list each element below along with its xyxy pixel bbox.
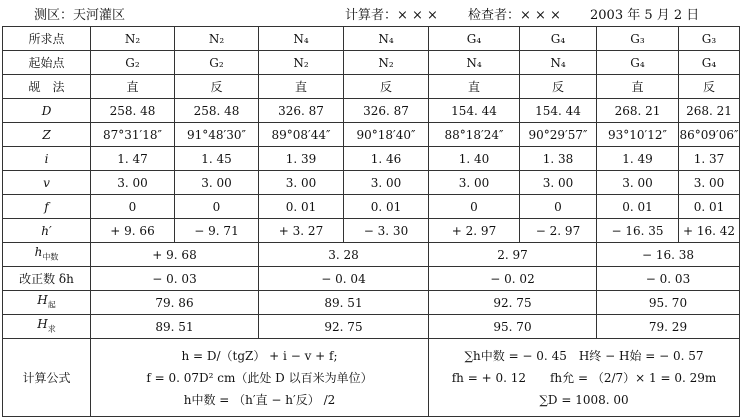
table-cell: 1. 49 — [597, 147, 679, 171]
table-cell: 89°08′44″ — [259, 123, 344, 147]
table-cell: 反 — [679, 75, 740, 99]
table-cell: N₂ — [259, 51, 344, 75]
table-cell: G₂ — [175, 51, 259, 75]
table-cell: 0. 01 — [344, 195, 429, 219]
formula-row — [3, 339, 740, 417]
table-cell: 直 — [91, 75, 175, 99]
table-cell: 87°31′18″ — [91, 123, 175, 147]
row-label: $H_求$ — [3, 315, 91, 339]
table-cell: 反 — [520, 75, 597, 99]
table-cell: 3. 00 — [91, 171, 175, 195]
formula-line: ∑h中数 = − 0. 45 H终 − H始 = − 0. 57 — [464, 348, 704, 363]
row-label: f — [3, 195, 91, 219]
row-label: i — [3, 147, 91, 171]
table-row — [3, 99, 740, 123]
table-cell: + 2. 97 — [429, 219, 520, 243]
table-cell: + 3. 27 — [259, 219, 344, 243]
table-cell: 1. 45 — [175, 147, 259, 171]
row-label: h′ — [3, 219, 91, 243]
table-row — [3, 123, 740, 147]
table-cell: N₄ — [259, 27, 344, 51]
table-cell: G₄ — [597, 51, 679, 75]
table-row — [3, 315, 740, 339]
table-cell: 0 — [520, 195, 597, 219]
calculator-field: 计算者：× × × — [345, 8, 438, 23]
row-label: D — [3, 99, 91, 123]
table-cell: 154. 44 — [520, 99, 597, 123]
merged-cell: 3. 28 — [259, 243, 429, 267]
table-cell: 268. 21 — [679, 99, 740, 123]
table-row — [3, 147, 740, 171]
table-row — [3, 291, 740, 315]
table-cell: N₄ — [520, 51, 597, 75]
table-cell: G₃ — [679, 27, 740, 51]
trig-leveling-table — [2, 26, 740, 417]
table-cell: 3. 00 — [344, 171, 429, 195]
table-cell: N₂ — [344, 51, 429, 75]
table-cell: G₄ — [679, 51, 740, 75]
row-label: 觇 法 — [3, 75, 91, 99]
row-label: $h_{中数}$ — [3, 243, 91, 267]
table-cell: 93°10′12″ — [597, 123, 679, 147]
table-cell: 0 — [175, 195, 259, 219]
table-row — [3, 219, 740, 243]
table-cell: 0 — [429, 195, 520, 219]
table-cell: N₂ — [91, 27, 175, 51]
merged-cell: − 0. 04 — [259, 267, 429, 291]
table-cell: − 2. 97 — [520, 219, 597, 243]
formula-line: h = D/（tgZ） + i − v + f; — [181, 348, 338, 363]
table-row — [3, 243, 740, 267]
row-label: 起始点 — [3, 51, 91, 75]
merged-cell: − 0. 03 — [597, 267, 740, 291]
table-cell: − 3. 30 — [344, 219, 429, 243]
table-cell: 3. 00 — [520, 171, 597, 195]
table-cell: 326. 87 — [259, 99, 344, 123]
formula-line: f = 0. 07D² cm（此处 D 以百米为单位） — [146, 370, 373, 385]
formula-label: 计算公式 — [3, 339, 91, 417]
table-cell: 1. 37 — [679, 147, 740, 171]
table-cell: 3. 00 — [175, 171, 259, 195]
formula-line: fh = + 0. 12 fh允 = （2/7）× 1 = 0. 29m — [451, 370, 717, 385]
table-row — [3, 75, 740, 99]
table-cell: 1. 39 — [259, 147, 344, 171]
table-cell: 258. 48 — [175, 99, 259, 123]
date-field: 2003 年 5 月 2 日 — [590, 8, 700, 23]
merged-cell: 92. 75 — [429, 291, 597, 315]
table-cell: 3. 00 — [679, 171, 740, 195]
table-cell: + 16. 42 — [679, 219, 740, 243]
table-cell: 90°29′57″ — [520, 123, 597, 147]
merged-cell: + 9. 68 — [91, 243, 259, 267]
row-label: Z — [3, 123, 91, 147]
table-cell: 直 — [597, 75, 679, 99]
formula-right — [429, 339, 740, 417]
table-cell: G₄ — [520, 27, 597, 51]
table-row — [3, 51, 740, 75]
table-cell: G₃ — [597, 27, 679, 51]
table-cell: 3. 00 — [597, 171, 679, 195]
table-cell: G₄ — [429, 27, 520, 51]
table-cell: 268. 21 — [597, 99, 679, 123]
table-cell: N₂ — [175, 27, 259, 51]
table-cell: − 16. 35 — [597, 219, 679, 243]
merged-cell: 79. 86 — [91, 291, 259, 315]
formula-line: ∑D = 1008. 00 — [539, 392, 629, 407]
merged-cell: 89. 51 — [259, 291, 429, 315]
table-cell: 1. 47 — [91, 147, 175, 171]
table-cell: 154. 44 — [429, 99, 520, 123]
merged-cell: 89. 51 — [91, 315, 259, 339]
table-cell: 3. 00 — [259, 171, 344, 195]
merged-cell: 2. 97 — [429, 243, 597, 267]
table-body — [3, 27, 740, 417]
table-row — [3, 27, 740, 51]
table-cell: − 9. 71 — [175, 219, 259, 243]
table-cell: 1. 46 — [344, 147, 429, 171]
table-cell: 0. 01 — [597, 195, 679, 219]
table-cell: 反 — [175, 75, 259, 99]
table-cell: 258. 48 — [91, 99, 175, 123]
table-cell: 86°09′06″ — [679, 123, 740, 147]
table-cell: 直 — [429, 75, 520, 99]
table-cell: 0. 01 — [259, 195, 344, 219]
sheet-header — [0, 0, 721, 24]
merged-cell: − 0. 03 — [91, 267, 259, 291]
table-cell: 91°48′30″ — [175, 123, 259, 147]
survey-area: 测区：天河灌区 — [34, 8, 126, 23]
formula-left — [91, 339, 429, 417]
row-label: v — [3, 171, 91, 195]
merged-cell: − 0. 02 — [429, 267, 597, 291]
table-cell: 0. 01 — [679, 195, 740, 219]
checker-field: 检查者：× × × — [468, 8, 561, 23]
merged-cell: 79. 29 — [597, 315, 740, 339]
table-cell: N₄ — [344, 27, 429, 51]
table-cell: 1. 40 — [429, 147, 520, 171]
table-cell: 反 — [344, 75, 429, 99]
merged-cell: 95. 70 — [597, 291, 740, 315]
formula-line: h中数 = （h′直 − h′反） /2 — [183, 392, 336, 407]
merged-cell: 92. 75 — [259, 315, 429, 339]
table-cell: 0 — [91, 195, 175, 219]
table-cell: N₄ — [429, 51, 520, 75]
table-cell: + 9. 66 — [91, 219, 175, 243]
row-label: 改正数 δh — [3, 267, 91, 291]
table-row — [3, 195, 740, 219]
table-cell: 3. 00 — [429, 171, 520, 195]
table-cell: 326. 87 — [344, 99, 429, 123]
table-cell: 88°18′24″ — [429, 123, 520, 147]
table-cell: 90°18′40″ — [344, 123, 429, 147]
table-cell: 1. 38 — [520, 147, 597, 171]
table-row — [3, 171, 740, 195]
table-row — [3, 267, 740, 291]
table-cell: G₂ — [91, 51, 175, 75]
merged-cell: − 16. 38 — [597, 243, 740, 267]
table-cell: 直 — [259, 75, 344, 99]
merged-cell: 95. 70 — [429, 315, 597, 339]
row-label: $H_起$ — [3, 291, 91, 315]
row-label: 所求点 — [3, 27, 91, 51]
